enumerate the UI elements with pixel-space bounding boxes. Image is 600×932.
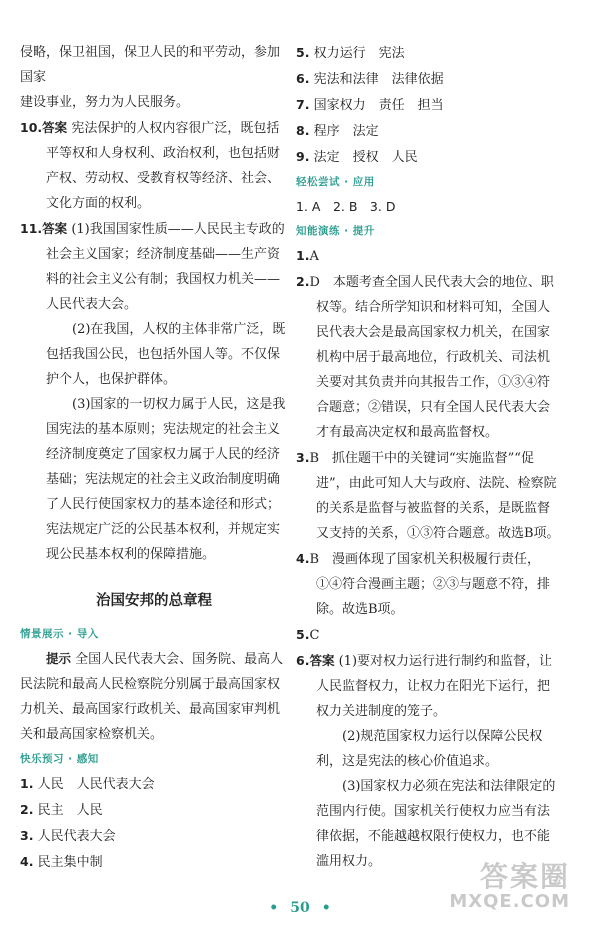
page-dot-left: • xyxy=(269,900,279,916)
answer-text: (1)要对权力运行进行制约和监督，让人民监督权力，让权力在阳光下运行，把权力关进制度的笼子。 xyxy=(316,654,553,719)
item-number: 4. xyxy=(296,551,310,566)
section-heading: 轻松尝试 · 应用 xyxy=(296,176,375,188)
list-item xyxy=(20,771,288,797)
item-number: 1. xyxy=(296,248,310,263)
left-column xyxy=(20,40,288,875)
answer-label: 答案 xyxy=(309,653,335,668)
list-item xyxy=(296,92,562,118)
item-text: 程序 法定 xyxy=(313,124,379,139)
item-text: B 抓住题干中的关键词“实施监督”“促进”，由此可知人大与政府、法院、检察院的关系是监督与被监督的关系，是既监督又支持的关系，①③符合题意。故选B项。 xyxy=(309,451,560,541)
page-number-value: 50 xyxy=(290,900,310,916)
item-text: 民主集中制 xyxy=(37,855,103,870)
item-number: 4. xyxy=(20,854,34,869)
list-item xyxy=(296,269,562,445)
text-line: 侵略，保卫祖国，保卫人民的和平劳动，参加国家 xyxy=(20,45,281,85)
answer-paragraph: (2)在我国，人权的主体非常广泛，既包括我国公民，也包括外国人等。不仅保护个人，也保护群体。 xyxy=(46,322,286,387)
item-text: 权力运行 宪法 xyxy=(313,46,405,61)
watermark-url: MXQE.COM xyxy=(449,891,570,912)
item-number: 5. xyxy=(296,627,310,642)
item-text: C xyxy=(309,628,320,643)
answer-text: (1)我国国家性质——人民民主专政的社会主义国家；经济制度基础——生产资料的社会主义公有制；我国权力机关——人民代表大会。 xyxy=(46,222,285,312)
item-text: 法定 授权 人民 xyxy=(313,150,418,165)
answer-label: 答案 xyxy=(42,120,68,135)
list-item xyxy=(296,546,562,622)
list-item xyxy=(296,144,562,170)
section-heading: 情景展示 · 导入 xyxy=(20,628,99,640)
item-number: 1. xyxy=(20,776,34,791)
text-line: 建设事业，努力为人民服务。 xyxy=(20,95,190,110)
list-item xyxy=(296,622,562,648)
list-item xyxy=(296,40,562,66)
item-number: 2. xyxy=(296,274,310,289)
chapter-title: 治国安邦的总章程 xyxy=(96,593,212,609)
item-text: 人民代表大会 xyxy=(37,829,116,844)
item-text: 人民 人民代表大会 xyxy=(37,777,155,792)
item-number: 7. xyxy=(296,97,310,112)
list-item xyxy=(296,118,562,144)
list-item xyxy=(20,823,288,849)
item-text: 民主 人民 xyxy=(37,803,103,818)
answer-paragraph: (3)国家权力必须在宪法和法律限定的范围内行使。国家机关行使权力应当有法律依据，不能越越权限行使权力，也不能滥用权力。 xyxy=(316,779,556,869)
right-column xyxy=(296,40,562,874)
tip-paragraph xyxy=(20,646,288,747)
list-item xyxy=(20,849,288,875)
section-heading: 快乐预习 · 感知 xyxy=(20,753,99,765)
answer-11 xyxy=(20,216,288,317)
list-item xyxy=(296,445,562,546)
item-number: 8. xyxy=(296,123,310,138)
item-number: 3. xyxy=(20,828,34,843)
item-text: B 漫画体现了国家机关积极履行责任，①④符合漫画主题；②③与题意不符，排除。故选B项。 xyxy=(309,552,551,617)
item-number: 6. xyxy=(296,71,310,86)
watermark-text: 答案圈 xyxy=(479,860,570,893)
section-heading: 知能演练 · 提升 xyxy=(296,225,375,237)
item-number: 11. xyxy=(20,221,43,236)
answer-label: 答案 xyxy=(42,221,68,236)
answer-paragraph: (3)国家的一切权力属于人民，这是我国宪法的基本原则；宪法规定的社会主义经济制度奠定了国家权力属于人民的经济基础；宪法规定的社会主义政治制度明确了人民行使国家权力的基本途径和形式；宪法规定广泛的公民基本权利，并规定实现公民基本权利的保障措施。 xyxy=(46,397,286,562)
item-number: 3. xyxy=(296,450,310,465)
item-number: 6. xyxy=(296,653,310,668)
answer-paragraph: (2)规范国家权力运行以保障公民权利，这是宪法的核心价值追求。 xyxy=(316,729,543,769)
item-text: A xyxy=(309,249,319,264)
item-number: 10. xyxy=(20,120,43,135)
page-dot-right: • xyxy=(321,900,331,916)
item-number: 2. xyxy=(20,802,34,817)
watermark-logo xyxy=(449,860,570,914)
list-item xyxy=(296,243,562,269)
answer-6 xyxy=(296,648,562,724)
item-text: 宪法和法律 法律依据 xyxy=(313,72,444,87)
answer-text: 宪法保护的人权内容很广泛，既包括平等权和人身权利、政治权利，也包括财产权、劳动权、受教育权等经济、社会、文化方面的权利。 xyxy=(46,121,281,211)
try-answers: 1. A 2. B 3. D xyxy=(296,199,396,214)
item-number: 5. xyxy=(296,45,310,60)
tip-text: 全国人民代表大会、国务院、最高人民法院和最高人民检察院分别属于最高国家权力机关、最高国家行政机关、最高国家审判机关和最高国家检察机关。 xyxy=(20,652,284,742)
item-number: 9. xyxy=(296,149,310,164)
list-item xyxy=(20,797,288,823)
item-text: D 本题考查全国人民代表大会的地位、职权等。结合所学知识和材料可知，全国人民代表大会是最高国家权力机关，在国家机构中居于最高地位，行政机关、司法机关要对其负责并向其报告工作，①③④符合题意；②错误，只有全国人民代表大会才有最高决定权和最高监督权。 xyxy=(309,275,554,440)
item-text: 国家权力 责任 担当 xyxy=(313,98,444,113)
answer-10 xyxy=(20,115,288,216)
list-item xyxy=(296,66,562,92)
tip-label: 提示 xyxy=(46,651,72,666)
